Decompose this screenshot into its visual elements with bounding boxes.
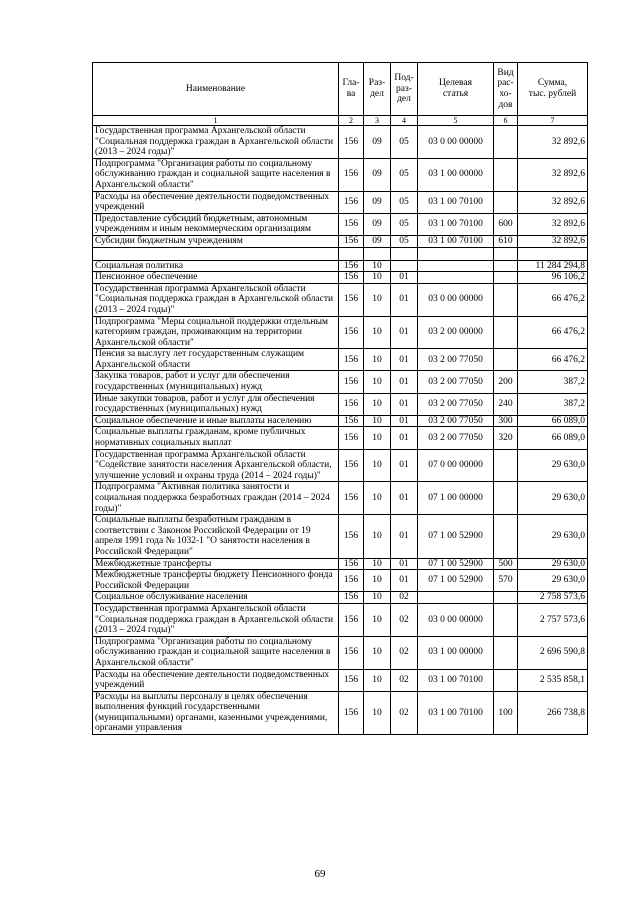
row-target-article: 03 0 00 00000 <box>418 283 494 316</box>
row-subsection: 05 <box>391 213 418 235</box>
row-amount: 387,2 <box>518 371 588 393</box>
table-row <box>93 427 588 449</box>
row-amount: 32 892,6 <box>518 235 588 247</box>
table-row <box>93 349 588 371</box>
row-amount: 2 696 590,8 <box>518 636 588 669</box>
row-target-article: 03 1 00 00000 <box>418 636 494 669</box>
page-number: 69 <box>314 868 326 880</box>
row-subsection: 01 <box>391 482 418 515</box>
row-name: Расходы на выплаты персоналу в целях обеспечения выполнения функций государственными (муниципальными) органами, казенными учреждениями, органами управления <box>93 691 339 734</box>
row-expense-type <box>494 158 518 191</box>
row-amount: 29 630,0 <box>518 482 588 515</box>
row-name: Межбюджетные трансферты <box>93 558 339 570</box>
row-expense-type: 240 <box>494 393 518 415</box>
row-section: 10 <box>364 558 391 570</box>
table-row <box>93 636 588 669</box>
table-row <box>93 449 588 482</box>
row-amount <box>518 247 588 260</box>
row-chapter: 156 <box>339 636 364 669</box>
row-expense-type: 320 <box>494 427 518 449</box>
row-target-article: 07 1 00 52900 <box>418 515 494 558</box>
row-subsection: 01 <box>391 558 418 570</box>
row-subsection: 01 <box>391 449 418 482</box>
row-expense-type <box>494 126 518 159</box>
row-amount: 2 535 858,1 <box>518 669 588 691</box>
row-expense-type: 100 <box>494 691 518 734</box>
row-section: 10 <box>364 691 391 734</box>
row-section: 09 <box>364 191 391 213</box>
row-amount: 11 284 294,8 <box>518 260 588 272</box>
table-row <box>93 558 588 570</box>
row-target-article: 07 0 00 00000 <box>418 449 494 482</box>
row-name: Государственная программа Архангельской области "Социальная поддержка граждан в Архангельской области (2013 – 2024 годы)" <box>93 283 339 316</box>
row-target-article: 03 2 00 77050 <box>418 427 494 449</box>
row-name: Предоставление субсидий бюджетным, автономным учреждениям и иным некоммерческим организациям <box>93 213 339 235</box>
header-name: Наименование <box>93 63 339 116</box>
row-expense-type: 200 <box>494 371 518 393</box>
row-target-article: 03 2 00 77050 <box>418 349 494 371</box>
table-row <box>93 669 588 691</box>
table-row <box>93 126 588 159</box>
row-section: 10 <box>364 316 391 349</box>
row-chapter: 156 <box>339 558 364 570</box>
header-amount: Сумма, тыс. рублей <box>518 63 588 116</box>
row-chapter: 156 <box>339 603 364 636</box>
row-amount: 66 476,2 <box>518 349 588 371</box>
row-expense-type <box>494 636 518 669</box>
row-chapter: 156 <box>339 158 364 191</box>
row-subsection: 05 <box>391 235 418 247</box>
row-name: Пенсионное обеспечение <box>93 272 339 284</box>
row-amount: 266 738,8 <box>518 691 588 734</box>
table-row <box>93 272 588 284</box>
row-name: Социальные выплаты безработным гражданам в соответствии с Законом Российской Федерации от 19 апреля 1991 года № 1032-1 "О занятости населения в Российской Федерации" <box>93 515 339 558</box>
column-number: 4 <box>391 116 418 126</box>
row-chapter: 156 <box>339 260 364 272</box>
table-row <box>93 283 588 316</box>
row-name: Государственная программа Архангельской области "Содействие занятости населения Архангельской области, улучшение условий и охраны труда (2014 – 2024 годы)" <box>93 449 339 482</box>
column-number: 3 <box>364 116 391 126</box>
row-target-article <box>418 247 494 260</box>
row-target-article <box>418 592 494 604</box>
row-section: 09 <box>364 158 391 191</box>
row-section: 10 <box>364 592 391 604</box>
row-amount: 29 630,0 <box>518 570 588 592</box>
row-chapter: 156 <box>339 235 364 247</box>
row-name: Подпрограмма "Меры социальной поддержки отдельным категориям граждан, проживающим на территории Архангельской области" <box>93 316 339 349</box>
row-section <box>364 247 391 260</box>
row-chapter: 156 <box>339 482 364 515</box>
row-expense-type: 610 <box>494 235 518 247</box>
row-name: Социальное обслуживание населения <box>93 592 339 604</box>
row-target-article: 03 2 00 77050 <box>418 393 494 415</box>
row-expense-type: 300 <box>494 415 518 427</box>
row-chapter: 156 <box>339 449 364 482</box>
row-amount: 66 089,0 <box>518 427 588 449</box>
row-chapter: 156 <box>339 669 364 691</box>
table-row <box>93 570 588 592</box>
row-chapter: 156 <box>339 349 364 371</box>
row-section: 10 <box>364 415 391 427</box>
row-chapter <box>339 247 364 260</box>
row-target-article: 03 1 00 70100 <box>418 235 494 247</box>
column-number: 5 <box>418 116 494 126</box>
row-target-article: 03 1 00 70100 <box>418 669 494 691</box>
row-amount: 2 758 573,6 <box>518 592 588 604</box>
row-expense-type <box>494 603 518 636</box>
row-name: Закупка товаров, работ и услуг для обеспечения государственных (муниципальных) нужд <box>93 371 339 393</box>
row-expense-type <box>494 272 518 284</box>
row-chapter: 156 <box>339 415 364 427</box>
row-expense-type <box>494 191 518 213</box>
row-name: Государственная программа Архангельской области "Социальная поддержка граждан в Архангельской области (2013 – 2024 годы)" <box>93 603 339 636</box>
table-row <box>93 235 588 247</box>
row-expense-type <box>494 482 518 515</box>
row-amount: 32 892,6 <box>518 158 588 191</box>
row-section: 10 <box>364 449 391 482</box>
row-name <box>93 247 339 260</box>
header-subsection: Под- раз- дел <box>391 63 418 116</box>
table-row <box>93 213 588 235</box>
row-section: 10 <box>364 603 391 636</box>
header-target: Целевая статья <box>418 63 494 116</box>
column-number: 6 <box>494 116 518 126</box>
row-expense-type <box>494 592 518 604</box>
row-expense-type <box>494 260 518 272</box>
row-section: 10 <box>364 482 391 515</box>
row-name: Иные закупки товаров, работ и услуг для обеспечения государственных (муниципальных) нужд <box>93 393 339 415</box>
row-chapter: 156 <box>339 691 364 734</box>
row-chapter: 156 <box>339 393 364 415</box>
row-section: 10 <box>364 260 391 272</box>
row-expense-type: 570 <box>494 570 518 592</box>
header-section: Раз- дел <box>364 63 391 116</box>
row-section: 10 <box>364 636 391 669</box>
budget-table <box>92 62 588 735</box>
row-chapter: 156 <box>339 371 364 393</box>
row-chapter: 156 <box>339 592 364 604</box>
row-chapter: 156 <box>339 272 364 284</box>
row-amount: 2 757 573,6 <box>518 603 588 636</box>
column-number: 2 <box>339 116 364 126</box>
row-subsection <box>391 260 418 272</box>
row-target-article: 03 1 00 70100 <box>418 191 494 213</box>
table-row <box>93 260 588 272</box>
row-amount: 32 892,6 <box>518 213 588 235</box>
row-amount: 29 630,0 <box>518 558 588 570</box>
row-target-article: 03 2 00 77050 <box>418 371 494 393</box>
column-number: 7 <box>518 116 588 126</box>
row-section: 10 <box>364 570 391 592</box>
row-subsection: 02 <box>391 592 418 604</box>
row-subsection: 01 <box>391 283 418 316</box>
row-expense-type: 600 <box>494 213 518 235</box>
row-chapter: 156 <box>339 283 364 316</box>
row-amount: 66 476,2 <box>518 283 588 316</box>
table-row <box>93 393 588 415</box>
row-subsection: 01 <box>391 415 418 427</box>
row-section: 10 <box>364 669 391 691</box>
table-row <box>93 158 588 191</box>
table-row <box>93 592 588 604</box>
row-subsection: 01 <box>391 349 418 371</box>
row-name: Государственная программа Архангельской области "Социальная поддержка граждан в Архангельской области (2013 – 2024 годы)" <box>93 126 339 159</box>
table-row <box>93 691 588 734</box>
table-row <box>93 247 588 260</box>
row-subsection: 02 <box>391 603 418 636</box>
row-name: Расходы на обеспечение деятельности подведомственных учреждений <box>93 669 339 691</box>
table-row <box>93 191 588 213</box>
row-target-article: 03 1 00 70100 <box>418 691 494 734</box>
row-name: Социальное обеспечение и иные выплаты населению <box>93 415 339 427</box>
row-amount: 66 089,0 <box>518 415 588 427</box>
row-section: 10 <box>364 515 391 558</box>
row-section: 10 <box>364 283 391 316</box>
row-chapter: 156 <box>339 126 364 159</box>
row-name: Социальная политика <box>93 260 339 272</box>
row-expense-type: 500 <box>494 558 518 570</box>
row-subsection: 01 <box>391 371 418 393</box>
table-row <box>93 371 588 393</box>
row-amount: 387,2 <box>518 393 588 415</box>
table-row <box>93 603 588 636</box>
row-target-article: 03 1 00 00000 <box>418 158 494 191</box>
row-section: 10 <box>364 427 391 449</box>
row-section: 10 <box>364 349 391 371</box>
row-name: Пенсия за выслугу лет государственным служащим Архангельской области <box>93 349 339 371</box>
column-number: 1 <box>93 116 339 126</box>
row-target-article: 03 0 00 00000 <box>418 126 494 159</box>
row-name: Социальные выплаты гражданам, кроме публичных нормативных социальных выплат <box>93 427 339 449</box>
row-subsection: 01 <box>391 393 418 415</box>
row-target-article: 07 1 00 00000 <box>418 482 494 515</box>
row-amount: 29 630,0 <box>518 449 588 482</box>
row-target-article <box>418 260 494 272</box>
row-chapter: 156 <box>339 316 364 349</box>
column-number-row <box>93 116 588 126</box>
row-amount: 29 630,0 <box>518 515 588 558</box>
table-row <box>93 482 588 515</box>
row-expense-type <box>494 247 518 260</box>
table-row <box>93 316 588 349</box>
row-chapter: 156 <box>339 191 364 213</box>
row-subsection: 02 <box>391 636 418 669</box>
row-subsection: 01 <box>391 316 418 349</box>
table-row <box>93 515 588 558</box>
row-subsection: 02 <box>391 669 418 691</box>
row-subsection: 05 <box>391 191 418 213</box>
row-subsection: 05 <box>391 158 418 191</box>
header-chapter: Гла- ва <box>339 63 364 116</box>
header-expense-type: Вид рас- хо- дов <box>494 63 518 116</box>
row-target-article: 03 0 00 00000 <box>418 603 494 636</box>
row-target-article: 03 2 00 77050 <box>418 415 494 427</box>
table-row <box>93 415 588 427</box>
header-row <box>93 63 588 116</box>
row-target-article: 07 1 00 52900 <box>418 570 494 592</box>
row-amount: 66 476,2 <box>518 316 588 349</box>
table-body <box>93 126 588 735</box>
row-chapter: 156 <box>339 515 364 558</box>
row-expense-type <box>494 349 518 371</box>
row-amount: 32 892,6 <box>518 191 588 213</box>
row-chapter: 156 <box>339 570 364 592</box>
row-subsection: 02 <box>391 691 418 734</box>
row-amount: 32 892,6 <box>518 126 588 159</box>
row-section: 09 <box>364 126 391 159</box>
row-section: 10 <box>364 393 391 415</box>
row-section: 09 <box>364 235 391 247</box>
row-subsection: 05 <box>391 126 418 159</box>
row-name: Межбюджетные трансферты бюджету Пенсионного фонда Российской Федерации <box>93 570 339 592</box>
row-name: Субсидии бюджетным учреждениям <box>93 235 339 247</box>
row-section: 09 <box>364 213 391 235</box>
row-subsection: 01 <box>391 515 418 558</box>
row-name: Расходы на обеспечение деятельности подведомственных учреждений <box>93 191 339 213</box>
row-name: Подпрограмма "Организация работы по социальному обслуживанию граждан и социальной защите населения в Архангельской области" <box>93 636 339 669</box>
row-section: 10 <box>364 371 391 393</box>
row-target-article: 07 1 00 52900 <box>418 558 494 570</box>
row-chapter: 156 <box>339 427 364 449</box>
row-expense-type <box>494 515 518 558</box>
row-target-article <box>418 272 494 284</box>
row-subsection: 01 <box>391 427 418 449</box>
row-chapter: 156 <box>339 213 364 235</box>
row-name: Подпрограмма "Активная политика занятости и социальная поддержка безработных граждан (2014 – 2024 годы)" <box>93 482 339 515</box>
row-expense-type <box>494 449 518 482</box>
row-expense-type <box>494 283 518 316</box>
row-target-article: 03 1 00 70100 <box>418 213 494 235</box>
row-subsection: 01 <box>391 272 418 284</box>
row-expense-type <box>494 669 518 691</box>
row-amount: 96 106,2 <box>518 272 588 284</box>
row-target-article: 03 2 00 00000 <box>418 316 494 349</box>
row-name: Подпрограмма "Организация работы по социальному обслуживанию граждан и социальной защите населения в Архангельской области" <box>93 158 339 191</box>
row-subsection: 01 <box>391 570 418 592</box>
row-expense-type <box>494 316 518 349</box>
row-subsection <box>391 247 418 260</box>
row-section: 10 <box>364 272 391 284</box>
